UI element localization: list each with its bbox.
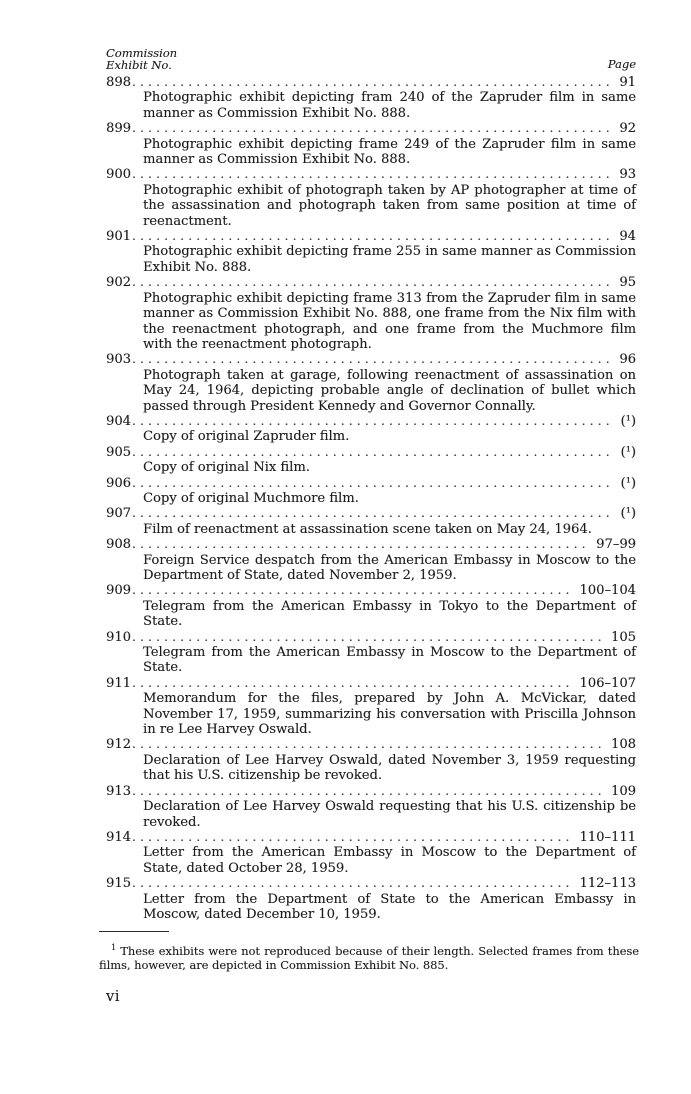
page-number: 105 <box>611 629 636 645</box>
exhibit-number: 904 <box>106 413 131 429</box>
dot-leader <box>131 352 610 367</box>
exhibit-no-header-line2: Exhibit No. <box>106 57 172 72</box>
exhibit-number: 906 <box>106 475 131 491</box>
exhibit-leader-line <box>106 876 636 891</box>
exhibit-entry <box>106 167 636 229</box>
dot-leader <box>131 121 610 136</box>
dot-leader <box>131 75 610 90</box>
dot-leader <box>131 630 602 645</box>
exhibit-entry <box>106 830 636 876</box>
exhibit-description: Photographic exhibit depicting frame 255 in same manner as Commission Exhibit No. 888. <box>143 244 636 275</box>
exhibit-description: Photographic exhibit of photograph taken by AP photographer at time of the assassination and photograph taken from same position at time of reenactment. <box>143 182 636 229</box>
exhibit-number: 899 <box>106 121 131 137</box>
exhibit-description: Copy of original Muchmore film. <box>143 490 359 506</box>
page-number: 92 <box>619 121 636 137</box>
page-number: 100–104 <box>579 583 636 599</box>
dot-leader <box>131 583 570 598</box>
exhibit-leader-line <box>106 167 636 182</box>
exhibit-leader-line <box>106 537 636 552</box>
dot-leader <box>131 445 612 460</box>
page-number: 110–111 <box>579 829 636 845</box>
page-number: 93 <box>619 167 636 183</box>
dot-leader <box>131 737 602 752</box>
exhibit-entry <box>106 784 636 830</box>
exhibit-number: 911 <box>106 675 131 691</box>
exhibit-description: Copy of original Nix film. <box>143 460 310 476</box>
exhibit-entry <box>106 537 636 583</box>
exhibit-entry <box>106 506 636 537</box>
exhibit-leader-line <box>106 830 636 845</box>
exhibit-entry <box>106 75 636 121</box>
exhibit-leader-line <box>106 583 636 598</box>
exhibit-number: 912 <box>106 737 131 753</box>
exhibit-description: Photograph taken at garage, following reenactment of assassination on May 24, 1964, depicting probable angle of declination of bullet which passed through President Kennedy and Governor Connally. <box>143 367 636 414</box>
dot-leader <box>131 476 612 491</box>
exhibit-entry <box>106 583 636 629</box>
exhibit-entry <box>106 121 636 167</box>
exhibit-leader-line <box>106 784 636 799</box>
exhibit-leader-line <box>106 275 636 290</box>
exhibit-leader-line <box>106 476 636 491</box>
page-content <box>99 46 639 1006</box>
dot-leader <box>131 784 602 799</box>
exhibit-number: 909 <box>106 583 131 599</box>
footnote-marker: 1 <box>111 942 117 952</box>
page-column-header: Page <box>607 56 636 71</box>
exhibit-description: Copy of original Zapruder film. <box>143 429 350 445</box>
page-number: 108 <box>611 737 636 753</box>
exhibit-no-header-line1: Commission <box>106 46 178 60</box>
page-number: 112–113 <box>579 876 636 892</box>
exhibit-number: 905 <box>106 444 131 460</box>
page-number: (¹) <box>620 475 636 491</box>
exhibit-number: 910 <box>106 629 131 645</box>
exhibit-leader-line <box>106 229 636 244</box>
exhibit-description: Telegram from the American Embassy in Tokyo to the Department of State. <box>143 598 636 630</box>
exhibit-entry <box>106 630 636 676</box>
exhibit-leader-line <box>106 506 636 521</box>
exhibit-description: Declaration of Lee Harvey Oswald requesting that his U.S. citizenship be revoked. <box>143 799 636 830</box>
footnote-text: These exhibits were not reproduced because of their length. Selected frames from these films, however, are depicted in Commission Exhibit No. 885. <box>99 943 639 972</box>
exhibit-leader-line <box>106 630 636 645</box>
exhibit-entry <box>106 737 636 783</box>
page-number: (¹) <box>620 506 636 522</box>
exhibit-description: Photographic exhibit depicting fram 240 of the Zapruder film in same manner as Commission Exhibit No. 888. <box>143 90 636 121</box>
exhibit-leader-line <box>106 121 636 136</box>
exhibit-number: 901 <box>106 229 131 245</box>
exhibit-description: Telegram from the American Embassy in Moscow to the Department of State. <box>143 645 636 676</box>
page-number: (¹) <box>620 413 636 429</box>
page-number: 91 <box>619 75 636 90</box>
dot-leader <box>131 275 610 290</box>
dot-leader <box>131 676 570 691</box>
exhibit-leader-line <box>106 676 636 691</box>
page-number: (¹) <box>620 444 636 460</box>
dot-leader <box>131 229 610 244</box>
dot-leader <box>131 876 570 891</box>
dot-leader <box>131 830 570 845</box>
exhibit-leader-line <box>106 414 636 429</box>
column-headers <box>106 48 636 71</box>
exhibit-leader-line <box>106 737 636 752</box>
dot-leader <box>131 414 612 429</box>
exhibit-description: Photographic exhibit depicting frame 313 from the Zapruder film in same manner as Commission Exhibit No. 888, one frame from the Nix film with the reenactment photograph, and one frame from the Muchmore film with the reenactment photograph. <box>143 290 636 352</box>
exhibit-entry <box>106 229 636 275</box>
exhibit-number: 903 <box>106 352 131 368</box>
page-number: 95 <box>619 275 636 291</box>
dot-leader <box>131 506 612 521</box>
exhibit-description: Declaration of Lee Harvey Oswald, dated November 3, 1959 requesting that his U.S. citizenship be revoked. <box>143 752 636 784</box>
exhibit-list <box>106 75 636 922</box>
exhibit-number: 915 <box>106 876 131 892</box>
exhibit-leader-line <box>106 352 636 367</box>
exhibit-entry <box>106 676 636 738</box>
dot-leader <box>131 537 587 552</box>
page-number: 109 <box>611 783 636 799</box>
exhibit-number: 914 <box>106 829 131 845</box>
exhibit-entry <box>106 352 636 414</box>
exhibit-description: Foreign Service despatch from the American Embassy in Moscow to the Department of State, dated November 2, 1959. <box>143 552 636 583</box>
exhibit-entry <box>106 275 636 352</box>
exhibit-leader-line <box>106 75 636 90</box>
exhibit-description: Photographic exhibit depicting frame 249 of the Zapruder film in same manner as Commission Exhibit No. 888. <box>143 136 636 168</box>
exhibit-entry <box>106 414 636 445</box>
exhibit-entry <box>106 445 636 476</box>
footnote <box>99 944 639 972</box>
page-number: 106–107 <box>579 675 636 691</box>
exhibit-description: Memorandum for the files, prepared by John A. McVickar, dated November 17, 1959, summarizing his conversation with Priscilla Johnson in re Lee Harvey Oswald. <box>143 691 636 738</box>
dot-leader <box>131 167 610 182</box>
exhibit-leader-line <box>106 445 636 460</box>
exhibit-number: 913 <box>106 783 131 799</box>
exhibit-description: Letter from the American Embassy in Moscow to the Department of State, dated October 28, 1959. <box>143 845 636 876</box>
footnote-rule <box>99 931 169 932</box>
folio-page-number: vi <box>106 989 120 1006</box>
exhibit-entry <box>106 476 636 507</box>
page-number: 97–99 <box>596 537 636 553</box>
page-number: 94 <box>619 229 636 245</box>
exhibit-number: 900 <box>106 167 131 183</box>
exhibit-number: 898 <box>106 75 131 90</box>
exhibit-no-column-header <box>106 48 177 71</box>
exhibit-description: Film of reenactment at assassination scene taken on May 24, 1964. <box>143 521 592 537</box>
page-number: 96 <box>619 352 636 368</box>
exhibit-number: 902 <box>106 275 131 291</box>
exhibit-number: 908 <box>106 537 131 553</box>
exhibit-description: Letter from the Department of State to the American Embassy in Moscow, dated December 10, 1959. <box>143 891 636 922</box>
exhibit-number: 907 <box>106 506 131 522</box>
exhibit-entry <box>106 876 636 922</box>
